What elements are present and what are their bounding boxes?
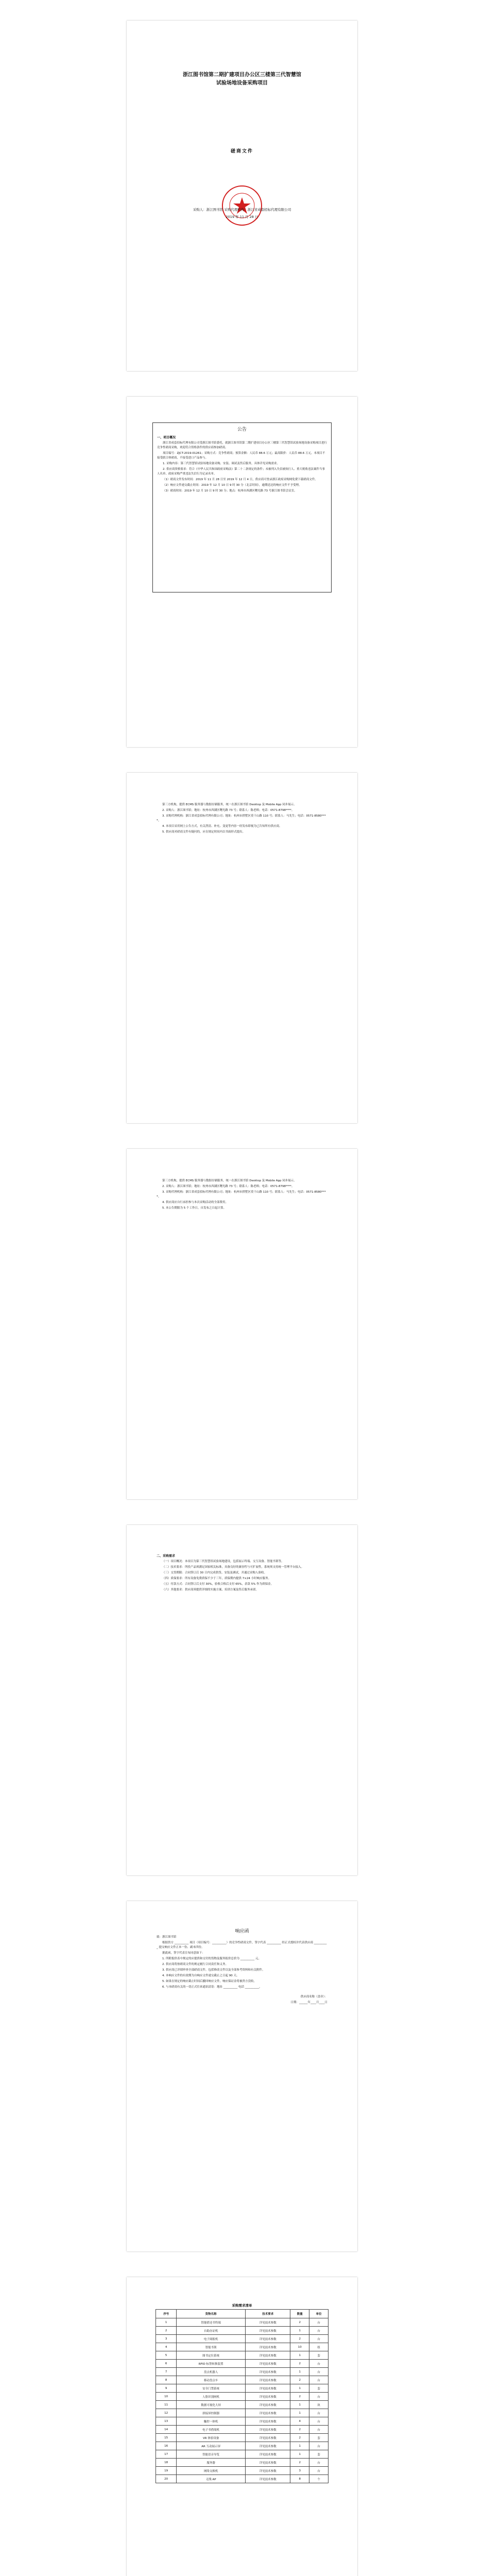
table-row: [156, 2343, 329, 2351]
table-header-row: [156, 2310, 329, 2318]
table-row: [156, 2475, 329, 2483]
table-cell: 详见技术参数: [246, 2409, 290, 2417]
table-cell: 详见技术参数: [246, 2351, 290, 2360]
table-row: [156, 2335, 329, 2343]
table-cell: 8: [156, 2376, 177, 2384]
table-row: [156, 2384, 329, 2393]
table-cell: 详见技术参数: [246, 2318, 290, 2327]
info1-body: [157, 803, 327, 1103]
table-cell: 台: [309, 2327, 329, 2335]
table-cell: 5: [156, 2351, 177, 2360]
table-cell: 1: [156, 2318, 177, 2327]
table-cell: 详见技术参数: [246, 2450, 290, 2459]
table-cell: 安全门禁系统: [177, 2384, 246, 2393]
table-cell: 网络交换机: [177, 2467, 246, 2475]
table-cell: 15: [156, 2434, 177, 2442]
table-cell: 套: [309, 2351, 329, 2360]
table-cell: 个: [309, 2475, 329, 2483]
table-cell: VR 体验设备: [177, 2434, 246, 2442]
cover-label: 磋商文件: [230, 149, 253, 154]
letter-to: 致：浙江图书馆: [157, 1936, 177, 1939]
table-cell: 台: [309, 2442, 329, 2450]
table-cell: 套: [309, 2434, 329, 2442]
table-cell: 1: [290, 2368, 309, 2376]
notice-paragraph: 2. 供应商资格要求：符合《中华人民共和国政府采购法》第二十二条规定的条件；未被列入失信被执行人、重大税收违法案件当事人名单、政府采购严重违法失信行为记录名单。: [157, 468, 325, 476]
table-cell: 11: [156, 2401, 177, 2409]
table-row: [156, 2426, 329, 2434]
table-cell: 智能借还书终端: [177, 2318, 246, 2327]
letter-body: [157, 1928, 327, 2231]
table-header-cell: 数量: [290, 2310, 309, 2318]
notice-paragraph: （3）磋商时间：2019 年 12 月 10 日 9 时 30 分；地点：杭州市西湖区曙光路 73 号浙江图书馆会议室。: [163, 489, 297, 493]
table-cell: 台: [309, 2459, 329, 2467]
table-cell: 台: [309, 2409, 329, 2417]
table-cell: 6: [156, 2360, 177, 2368]
notice-paragraph: 浙江省成套招标代理有限公司受浙江图书馆委托，就浙江图书馆第二期扩建项目办公区三楼第三代智慧馆试验场地设备采购项目进行竞争性磋商采购，欢迎符合资格条件的供应商参加磋商。: [157, 442, 327, 449]
table-cell: 套: [309, 2450, 329, 2459]
table-cell: 1: [290, 2401, 309, 2409]
table-cell: 2: [290, 2426, 309, 2434]
info2-lead: 第三方机构，提供 ECMS 服务器与数据存储服务，统一在浙江图书馆 Desktop 及 Mobile App 同步展示。: [162, 1179, 297, 1182]
table-cell: 2: [290, 2376, 309, 2384]
notice-title: 公告: [237, 427, 247, 432]
table-cell: 9: [156, 2384, 177, 2393]
table-cell: 详见技术参数: [246, 2360, 290, 2368]
table-row: [156, 2459, 329, 2467]
table-cell: 详见技术参数: [246, 2467, 290, 2475]
table-cell: 1: [290, 2384, 309, 2393]
table-row: [156, 2417, 329, 2426]
cover-title-line1: 浙江图书馆第二期扩建项目办公区三楼第三代智慧馆: [183, 72, 301, 78]
table-cell: 图书定位系统: [177, 2351, 246, 2360]
table-cell: 台: [309, 2360, 329, 2368]
table-cell: 2: [290, 2459, 309, 2467]
page-info-1: [127, 773, 357, 1123]
table-cell: 2: [290, 2393, 309, 2401]
table-cell: 台: [309, 2376, 329, 2384]
notice-paragraph: 1. 采购内容：第三代智慧馆试验场地设备采购、安装、调试及售后服务，具体详见采购需求。: [163, 462, 280, 465]
letter-paragraph: 根据贵方 __________ 项目（项目编号：__________）的竞争性磋商文件，签字代表 __________ 经正式授权并代表供应商 __________ 提交响应文件正本一份、副本四份。: [157, 1941, 327, 1949]
table-cell: 详见技术参数: [246, 2327, 290, 2335]
table-cell: 详见技术参数: [246, 2343, 290, 2351]
page-requirements: [127, 1525, 357, 1875]
info1-lead: 第三方机构，提供 ECMS 服务器与数据存储服务，统一在浙江图书馆 Desktop 及 Mobile App 同步展示。: [162, 803, 297, 806]
table-header-cell: 技术要求: [246, 2310, 290, 2318]
req-paragraph: （六）其他要求：供应商须提供详细的实施方案、培训方案及售后服务承诺。: [162, 1588, 259, 1591]
table-cell: 详见技术参数: [246, 2335, 290, 2343]
table-1-body: [155, 2303, 329, 2576]
table-cell: 1: [290, 2327, 309, 2335]
notice-paragraph: 项目编号：ZJCT-2019-01261；采购方式：竞争性磋商；预算金额：人民币 88.6 万元；最高限价：人民币 88.6 万元。本项目不接受联合体磋商，不接受进口产品参与。: [157, 452, 325, 460]
table-cell: 17: [156, 2450, 177, 2459]
notice-paragraph: （1）磋商文件发布时间：2019 年 11 月 28 日至 2019 年 12 月 4 日，供应商可登录浙江政府采购网免费下载磋商文件。: [163, 478, 318, 481]
table-cell: 8: [290, 2475, 309, 2483]
table-cell: 台: [309, 2426, 329, 2434]
table-cell: 详见技术参数: [246, 2384, 290, 2393]
req-heading: 二、采购需求: [157, 1554, 176, 1558]
table-cell: 10: [290, 2343, 309, 2351]
table-header-cell: 货物名称: [177, 2310, 246, 2318]
table-row: [156, 2351, 329, 2360]
table-cell: 人脸识别闸机: [177, 2393, 246, 2401]
table-cell: 10: [156, 2393, 177, 2401]
table-cell: AR 互动展示屏: [177, 2442, 246, 2450]
table-cell: 1: [290, 2442, 309, 2450]
requirements-table-1: [155, 2309, 329, 2483]
info2-paragraph: 3. 采购代理机构：浙江省成套招标代理有限公司；地址：杭州市拱墅区莫干山路 110 号；联系人：马先生；电话：0571-8580****。: [157, 1191, 326, 1198]
req-paragraph: （四）质保要求：所有设备免费质保不少于三年，质保期内提供 7×24 小时响应服务。: [162, 1577, 271, 1580]
page-info-2: [127, 1149, 357, 1499]
table-cell: 块: [309, 2401, 329, 2409]
table-cell: 台: [309, 2417, 329, 2426]
notice-box: [152, 422, 332, 592]
table-cell: 12: [156, 2409, 177, 2417]
letter-paragraph: 3. 供应商已详细审查全部磋商文件，包括修改文件以及全部参考资料和有关附件。: [162, 1969, 265, 1972]
table-cell: 无线 AP: [177, 2475, 246, 2483]
table-cell: 详见技术参数: [246, 2442, 290, 2450]
table-cell: 16: [156, 2442, 177, 2450]
table-cell: 18: [156, 2459, 177, 2467]
table-cell: 2: [290, 2318, 309, 2327]
table-cell: 详见技术参数: [246, 2426, 290, 2434]
table-row: [156, 2401, 329, 2409]
cover-title-line2: 试验场地设备采购项目: [216, 80, 268, 86]
page-cover: [127, 21, 357, 371]
table-cell: 2: [290, 2360, 309, 2368]
table-cell: 详见技术参数: [246, 2376, 290, 2384]
letter-paragraph: 据此函，签字代表宣布同意如下：: [162, 1952, 205, 1955]
table-cell: 台: [309, 2368, 329, 2376]
table-cell: 详见技术参数: [246, 2459, 290, 2467]
table-row: [156, 2409, 329, 2417]
req-paragraph: （二）技术要求：所投产品须满足国家相关标准，具备良好的兼容性与可扩展性，系统须支持统一管理平台接入。: [162, 1566, 304, 1569]
req-paragraph: （一）项目概况：本项目为第三代智慧馆试验场地建设，包括展示终端、交互设备、智能书架等。: [162, 1560, 284, 1563]
info2-body: [157, 1179, 327, 1479]
table-cell: 14: [156, 2426, 177, 2434]
info2-paragraph: 4. 供应商应自行承担参与本次采购活动的全部费用。: [162, 1201, 228, 1204]
table-cell: 台: [309, 2467, 329, 2475]
table-cell: 移动盘点车: [177, 2376, 246, 2384]
table-header-cell: 单位: [309, 2310, 329, 2318]
table-cell: 3: [156, 2335, 177, 2343]
table-row: [156, 2318, 329, 2327]
letter-signature: 供应商名称（盖章）：: [300, 1995, 327, 1998]
table-cell: 4: [156, 2343, 177, 2351]
table-cell: 7: [156, 2368, 177, 2376]
table-row: [156, 2434, 329, 2442]
table-cell: 详见技术参数: [246, 2368, 290, 2376]
letter-paragraph: 5. 如果在规定的响应截止时间后撤回响应文件，响应保证金将被贵方没收。: [162, 1980, 256, 1983]
table-row: [156, 2376, 329, 2384]
page-letter: [127, 1901, 357, 2251]
table-row: [156, 2368, 329, 2376]
info2-paragraph: 2. 采购人：浙江图书馆；地址：杭州市西湖区曙光路 73 号；联系人：陈老师；电话：0571-8798****。: [162, 1185, 295, 1188]
table-cell: 详见技术参数: [246, 2393, 290, 2401]
page-table-1: [127, 2277, 357, 2576]
letter-date: 日期：______年____月____日: [290, 2001, 327, 2004]
info1-paragraph: 4. 本项目采用网上公告方式，有关澄清、补充、变更等内容一经发布即视为已告知所有供应商。: [162, 825, 282, 828]
table-cell: RFID 标签转换装置: [177, 2360, 246, 2368]
table-cell: 拼接屏控制器: [177, 2409, 246, 2417]
cover-date: 2019 年 11 月 28 日: [226, 215, 258, 219]
table-row: [156, 2393, 329, 2401]
table-cell: 触控一体机: [177, 2417, 246, 2426]
table-cell: 3: [290, 2467, 309, 2475]
table-row: [156, 2360, 329, 2368]
notice-heading: 一、项目概况: [157, 436, 176, 439]
table-cell: 1: [290, 2450, 309, 2459]
table-cell: 盘点机器人: [177, 2368, 246, 2376]
table-cell: 详见技术参数: [246, 2417, 290, 2426]
page-notice: [127, 397, 357, 747]
table-cell: 2: [156, 2327, 177, 2335]
info2-paragraph: 5. 本公告期限为 5 个工作日，自发布之日起计算。: [162, 1207, 226, 1210]
table-cell: 服务器: [177, 2459, 246, 2467]
table-cell: 自助办证机: [177, 2327, 246, 2335]
table-cell: 20: [156, 2475, 177, 2483]
letter-title: 响应函: [235, 1929, 249, 1934]
table-cell: 19: [156, 2467, 177, 2475]
table-row: [156, 2327, 329, 2335]
letter-paragraph: 6. 与本磋商有关的一切正式往来通讯请寄：地址 __________ 电话 __________。: [162, 1986, 262, 1989]
table-cell: 1: [290, 2351, 309, 2360]
table-cell: 数据可视化大屏: [177, 2401, 246, 2409]
table-cell: 组: [309, 2343, 329, 2351]
table-cell: 智能书架: [177, 2343, 246, 2351]
table-cell: 台: [309, 2335, 329, 2343]
table-header-cell: 序号: [156, 2310, 177, 2318]
letter-paragraph: 2. 供应商将按磋商文件的规定履行合同责任和义务。: [162, 1963, 228, 1966]
table-cell: 详见技术参数: [246, 2475, 290, 2483]
req-body: [157, 1552, 327, 1855]
req-paragraph: （三）交货期限：合同签订后 30 日内完成供货、安装及调试，并通过采购人验收。: [162, 1571, 267, 1574]
req-paragraph: （五）付款方式：合同签订后支付 30%，验收合格后支付 65%，余款 5% 作为质保金。: [162, 1583, 274, 1586]
table-cell: 电子阅报机: [177, 2335, 246, 2343]
table-row: [156, 2442, 329, 2450]
table-cell: 1: [290, 2409, 309, 2417]
table-cell: 详见技术参数: [246, 2434, 290, 2442]
table-cell: 套: [309, 2384, 329, 2393]
info1-paragraph: 2. 采购人：浙江图书馆；地址：杭州市西湖区曙光路 73 号；联系人：陈老师；电话：0571-8798****。: [162, 809, 295, 812]
table-cell: 电子书借阅机: [177, 2426, 246, 2434]
letter-paragraph: 1. 所附报价表中规定的应提供和交付的货物及服务报价总价为 __________ 元。: [162, 1957, 261, 1960]
cover-issuer: 采购人：浙江图书馆 采购代理机构：浙江省成套招标代理有限公司: [193, 208, 291, 212]
table-row: [156, 2450, 329, 2459]
notice-paragraph: （2）响应文件递交截止时间：2019 年 12 月 10 日 9 时 30 分（北京时间），逾期送达的响应文件不予受理。: [163, 484, 302, 487]
table-caption: 采购需求清单: [232, 2303, 252, 2308]
info1-paragraph: 3. 采购代理机构：浙江省成套招标代理有限公司；地址：杭州市拱墅区莫干山路 110 号；联系人：马先生；电话：0571-8580****。: [157, 815, 326, 822]
table-cell: 2: [290, 2434, 309, 2442]
table-cell: 2: [290, 2335, 309, 2343]
letter-paragraph: 4. 本响应文件的有效期为自响应文件递交截止之日起 90 天。: [162, 1974, 239, 1977]
table-cell: 详见技术参数: [246, 2401, 290, 2409]
table-row: [156, 2467, 329, 2475]
table-cell: 13: [156, 2417, 177, 2426]
info1-paragraph: 5. 供应商对磋商文件有疑问的，应在规定时间内以书面形式提出。: [162, 831, 245, 834]
table-cell: 台: [309, 2393, 329, 2401]
table-cell: 4: [290, 2417, 309, 2426]
table-cell: 智能语音导览: [177, 2450, 246, 2459]
table-cell: 台: [309, 2318, 329, 2327]
